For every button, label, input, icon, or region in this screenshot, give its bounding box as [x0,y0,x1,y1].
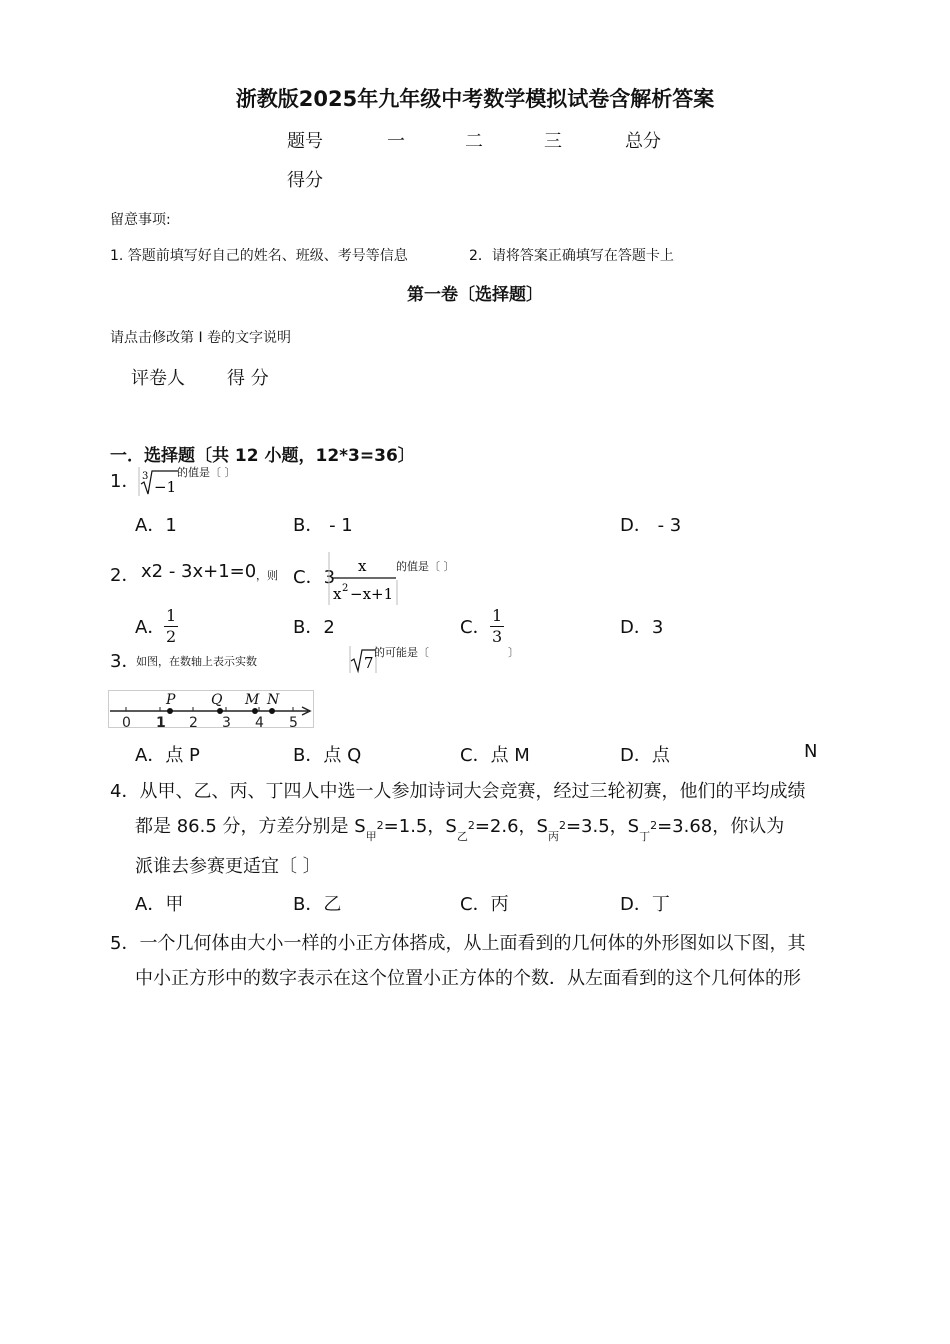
q2-option-b: B．2 [293,617,335,638]
q2-suffix: 的值是〔 〕 [396,560,455,573]
point-n-dot [269,708,275,714]
q4-s4-sub: 丁 [639,830,651,843]
q4-option-b: B．乙 [293,894,342,915]
axis-label-1: 1 [156,715,166,728]
point-n-label: N [267,692,280,708]
q2-frac-den-rest: −x+1 [350,585,394,603]
grader-label: 评卷人 [131,368,185,389]
q1-radical-index: 3 [142,471,149,482]
point-m-dot [252,708,258,714]
point-p-dot [167,708,173,714]
q1-option-a: A．1 [135,515,177,536]
q4-option-a: A．甲 [135,894,184,915]
q4-s1-sub: 甲 [365,830,377,843]
score-table-header-number: 题号 [287,131,323,152]
q4-s1-val: =1.5，S [383,816,457,837]
q4-s2-val: =2.6，S [474,816,548,837]
q3-radicand: 7 [364,654,374,672]
volume-instruction: 请点击修改第 I 卷的文字说明 [110,330,292,346]
q2-option-c-fraction [490,606,504,647]
q3-option-d-tail: N [804,741,818,762]
q4-s1-sup: 2 [376,819,384,832]
point-p-label: P [166,692,176,708]
q2-frac-den-exp: 2 [342,583,349,594]
q4-s4-sup: 2 [650,819,658,832]
notice-item-1: 1. 答题前填写好自己的姓名、班级、考号等信息 [110,248,408,264]
q1-option-b: B． - 1 [293,515,353,536]
notice-item-2: 2．请将答案正确填写在答题卡上 [469,248,674,264]
q4-s3-val: =3.5，S [565,816,640,837]
q2-option-d: D．3 [620,617,664,638]
q2-then: ，则 [256,569,278,582]
axis-label-5: 5 [289,715,298,728]
axis-label-2: 2 [189,715,198,728]
q2-option-a-num: 1 [166,606,177,625]
q2-fraction-formula [328,552,400,606]
q4-line-2-start: 都是 86.5 分，方差分别是 S [135,816,366,837]
q4-option-d: D．丁 [620,894,670,915]
q4-s2-sup: 2 [467,819,475,832]
q3-number: 3． [110,651,140,672]
score-table-header-three: 三 [544,131,562,152]
point-q-label: Q [211,692,223,708]
q3-sqrt7-formula [349,646,377,674]
q3-option-d: D．点 [620,745,670,766]
q2-option-c-num: 1 [492,606,503,625]
q2-number: 2． [110,565,140,586]
q2-option-a-label: A． [135,617,166,638]
q4-s2-sub: 乙 [456,830,468,843]
q5-line-1: 5．一个几何体由大小一样的小正方体搭成，从上面看到的几何体的外形图如以下图，其 [110,933,806,954]
score-table-header-total: 总分 [625,131,661,152]
notice-heading: 留意事项: [110,212,171,228]
q2-c-prefix: C．3 [293,567,336,588]
axis-label-4: 4 [255,715,264,728]
q5-line-2: 中小正方形中的数字表示在这个位置小正方体的个数．从左面看到的这个几何体的形 [135,968,801,989]
q3-suffix: 的可能是〔 [374,646,429,659]
score-label: 得 分 [227,368,269,389]
score-table-header-two: 二 [465,131,483,152]
q4-s4-val: =3.68，你认为 [657,816,785,837]
q4-line-1: 4．从甲、乙、丙、丁四人中选一人参加诗词大会竞赛，经过三轮初赛，他们的平均成绩 [110,781,806,802]
score-table-header-one: 一 [387,131,405,152]
q3-option-b: B．点 Q [293,745,362,766]
q1-suffix: 的值是〔 〕 [177,466,236,479]
q2-option-a-den: 2 [166,627,177,646]
q4-line-2 [135,812,785,843]
section-heading: 一．选择题〔共 12 小题，12*3=36〕 [110,446,415,466]
q3-option-c: C．点 M [460,745,530,766]
q2-option-a-fraction [164,606,178,647]
q1-cube-root-formula [138,465,180,497]
point-m-label: M [245,692,260,708]
q1-option-d: D． - 3 [620,515,682,536]
q2-equation: x2 - 3x+1=0 [141,561,257,582]
q3-option-a: A．点 P [135,745,200,766]
q4-s3-sub: 丙 [547,830,559,843]
q1-radicand: −1 [154,478,177,496]
volume-heading: 第一卷〔选择题〕 [407,285,543,305]
q2-frac-num: x [358,557,367,575]
score-table-row-label: 得分 [287,170,323,191]
q2-option-c-label: C． [460,617,491,638]
q4-line-3: 派谁去参赛更适宜〔 〕 [135,856,321,877]
q3-suffix-close: 〕 [508,646,519,659]
point-q-dot [217,708,223,714]
axis-label-3: 3 [222,715,231,728]
q2-option-c-den: 3 [492,627,503,646]
q1-number: 1． [110,471,140,492]
q3-text: 如图，在数轴上表示实数 [136,655,257,668]
axis-label-0: 0 [122,715,131,728]
q4-option-c: C．丙 [460,894,509,915]
document-title: 浙教版2025年九年级中考数学模拟试卷含解析答案 [235,87,715,111]
q4-s3-sup: 2 [558,819,566,832]
q3-number-line-figure [108,690,314,728]
q2-frac-den-base: x [333,585,342,603]
